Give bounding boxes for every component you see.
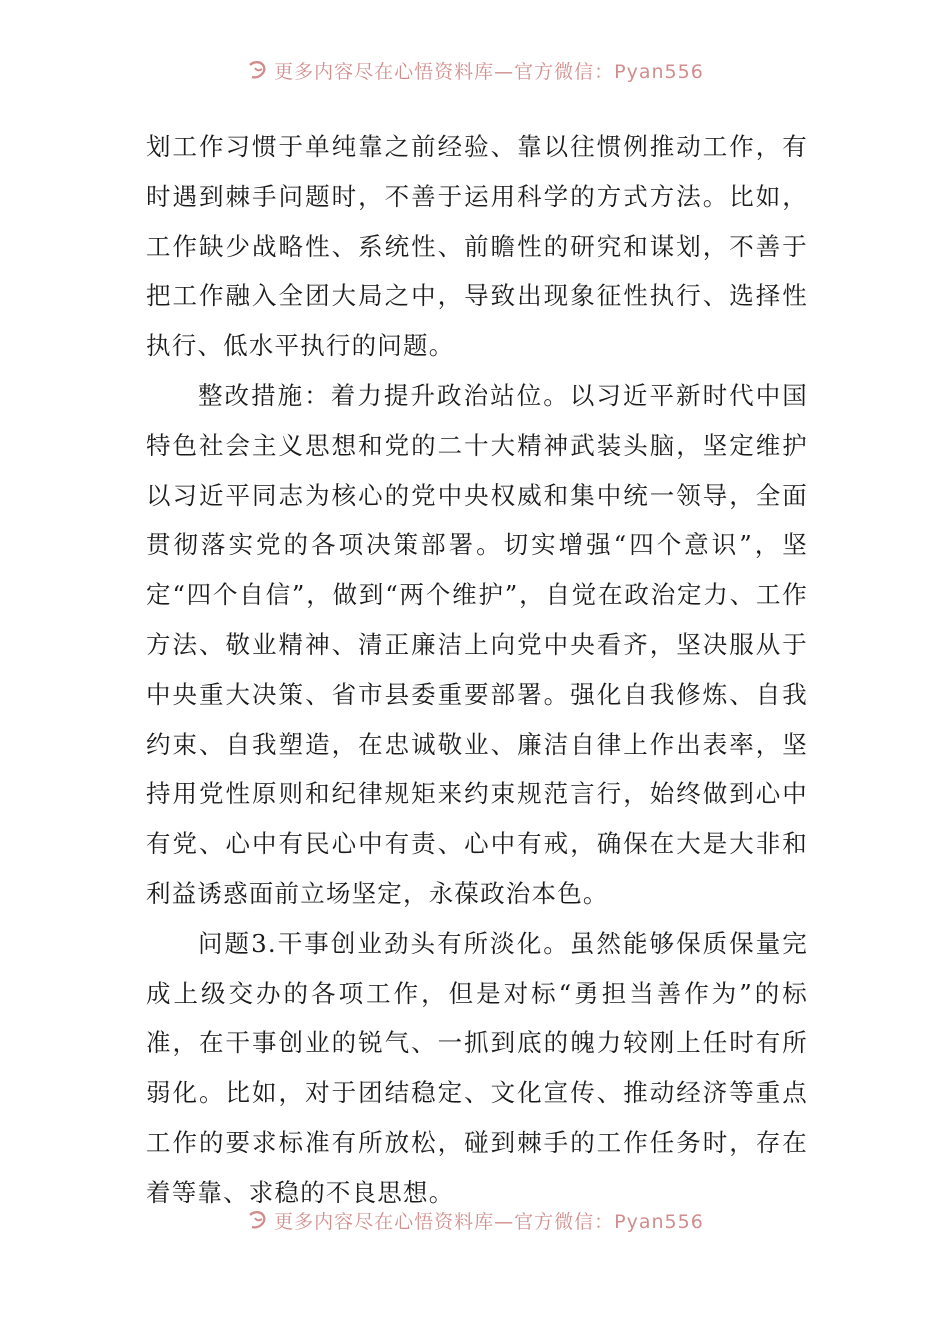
brand-logo-icon — [246, 1209, 268, 1231]
watermark-footer — [0, 1205, 950, 1235]
document-body — [146, 122, 808, 1218]
brand-logo-icon — [246, 59, 268, 81]
watermark-header — [0, 55, 950, 85]
paragraph: 问题3.干事创业劲头有所淡化。虽然能够保质保量完成上级交办的各项工作，但是对标“勇担当善作为”的标准，在干事创业的锐气、一抓到底的魄力较刚上任时有所弱化。比如，对于团结稳定、文化宣传、推动经济等重点工作的要求标准有所放松，碰到棘手的工作任务时，存在着等靠、求稳的不良思想。 — [146, 928, 808, 1207]
watermark-text: 更多内容尽在心悟资料库—官方微信：Pyan556 — [274, 1210, 704, 1233]
paragraph: 整改措施：着力提升政治站位。以习近平新时代中国特色社会主义思想和党的二十大精神武装头脑，坚定维护以习近平同志为核心的党中央权威和集中统一领导，全面贯彻落实党的各项决策部署。切实增强“四个意识”，坚定“四个自信”，做到“两个维护”，自觉在政治定力、工作方法、敬业精神、清正廉洁上向党中央看齐，坚决服从于中央重大决策、省市县委重要部署。强化自我修炼、自我约束、自我塑造，在忠诚敬业、廉洁自律上作出表率，坚持用党性原则和纪律规矩来约束规范言行，始终做到心中有党、心中有民心中有责、心中有戒，确保在大是大非和利益诱惑面前立场坚定，永葆政治本色。 — [146, 380, 808, 908]
paragraph: 划工作习惯于单纯靠之前经验、靠以往惯例推动工作，有时遇到棘手问题时，不善于运用科学的方式方法。比如，工作缺少战略性、系统性、前瞻性的研究和谋划，不善于把工作融入全团大局之中，导致出现象征性执行、选择性执行、低水平执行的问题。 — [146, 132, 808, 361]
watermark-text: 更多内容尽在心悟资料库—官方微信：Pyan556 — [274, 60, 704, 83]
